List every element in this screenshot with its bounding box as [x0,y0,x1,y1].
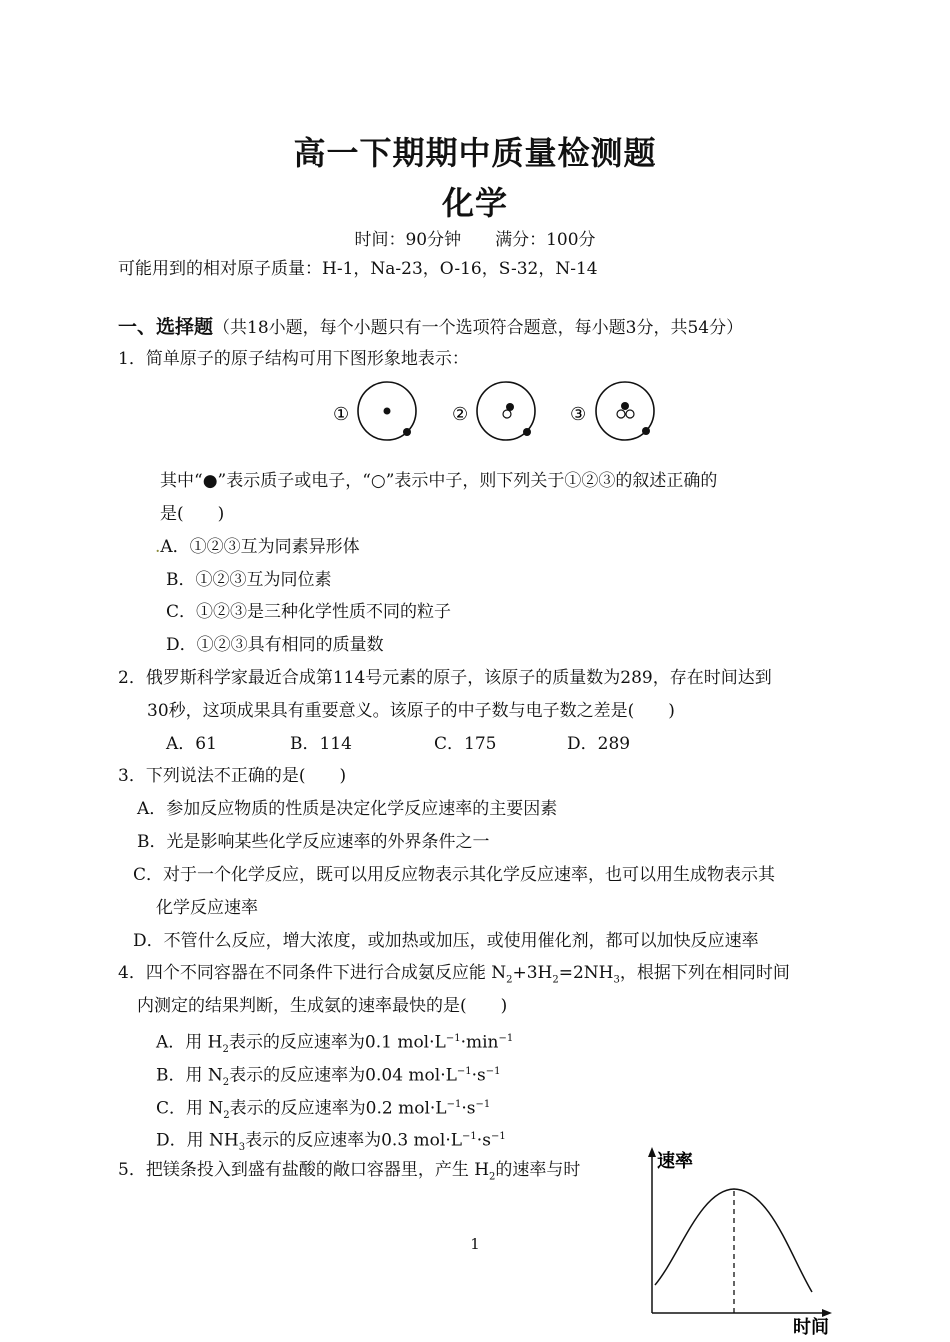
atom-label-3: ③ [570,404,587,425]
atom-3-electron [642,427,650,435]
q1-stem: 1．简单原子的原子结构可用下图形象地表示： [118,349,469,369]
q1-option-a: .A．①②③互为同素异形体 [155,537,360,557]
atom-3-proton [621,402,629,410]
q4-line1: 4．四个不同容器在不同条件下进行合成氨反应能 $N_2+3H_2=2NH_3$，根据下列在相同时间 [118,963,790,986]
exam-time-score: 时间：90分钟 满分：100分 [354,230,596,250]
q3-option-d: D．不管什么反应，增大浓度，或加热或加压，或使用催化剂，都可以加快反应速率 [133,931,759,951]
q3-option-a: A．参加反应物质的性质是决定化学反应速率的主要因素 [137,799,558,819]
subject-title: 化学 [441,184,508,222]
q5-stem: 5．把镁条投入到盛有盐酸的敞口容器里，产生 $H_2$的速率与时 [118,1160,581,1183]
q3-stem: 3．下列说法不正确的是( ) [118,766,347,786]
atom-2-neutron [503,410,511,418]
y-axis-label: 速率 [657,1151,693,1172]
q1-option-c: C．①②③是三种化学性质不同的粒子 [166,602,452,622]
q1-desc-line1: 其中“●”表示质子或电子，“○”表示中子，则下列关于①②③的叙述正确的 [160,471,718,491]
q1-option-a-text: A．①②③互为同素异形体 [160,537,360,557]
atom-structure-figure [325,378,670,448]
section-title: 一、选择题 [118,316,214,338]
atomic-mass-info: 可能用到的相对原子质量：H-1，Na-23，O-16，S-32，N-14 [118,259,598,279]
page-number: 1 [470,1235,480,1253]
atom-2-electron [523,428,531,436]
q2-line1: 2．俄罗斯科学家最近合成第114号元素的原子，该原子的质量数为289，存在时间达到 [118,668,772,688]
q2-option-b: B．114 [290,734,352,754]
q2-option-d: D．289 [567,734,631,754]
q1-option-d: D．①②③具有相同的质量数 [166,635,384,655]
x-axis-label: 时间 [793,1317,829,1338]
atom-label-1: ① [333,404,350,425]
q3-option-c-line2: 化学反应速率 [156,898,258,918]
section-heading [118,316,743,339]
page-title: 高一下期期中质量检测题 [293,134,657,172]
atom-1-proton [384,408,391,415]
q2-option-c: C．175 [434,734,497,754]
q2-option-a: A．61 [166,734,217,754]
q3-option-c-line1: C．对于一个化学反应，既可以用反应物表示其化学反应速率，也可以用生成物表示其 [133,865,776,885]
atom-1-electron [403,428,411,436]
q1-option-b: B．①②③互为同位素 [166,570,332,590]
q4-option-d: D．用 $NH_3$表示的反应速率为0.3 $mol\cdot L^{-1}\cdot s^{-1}$ [156,1130,506,1154]
section-note: （共18小题，每个小题只有一个选项符合题意，每小题3分，共54分） [213,318,744,338]
atom-2-proton [506,403,514,411]
q2-line2: 30秒，这项成果具有重要意义。该原子的中子数与电子数之差是( ) [147,701,675,721]
y-axis-arrow [648,1147,656,1157]
atom-3-neutron-b [626,410,634,418]
atom-label-2: ② [452,404,469,425]
q1-desc-line2: 是( ) [160,504,225,524]
q4-option-b: B．用 $N_2$表示的反应速率为0.04 $mol\cdot L^{-1}\cdot s^{-1}$ [156,1065,501,1089]
q4-line2: 内测定的结果判断，生成氨的速率最快的是( ) [137,996,508,1016]
q4-option-c: C．用 $N_2$表示的反应速率为0.2 $mol\cdot L^{-1}\cdot s^{-1}$ [156,1098,491,1122]
x-axis-arrow [822,1309,832,1317]
q4-option-a: A．用 $H_2$表示的反应速率为0.1 $mol\cdot L^{-1}\cdot\min^{-1}$ [156,1032,514,1056]
q3-option-b: B．光是影响某些化学反应速率的外界条件之一 [137,832,490,852]
atom-3-neutron-a [617,410,625,418]
